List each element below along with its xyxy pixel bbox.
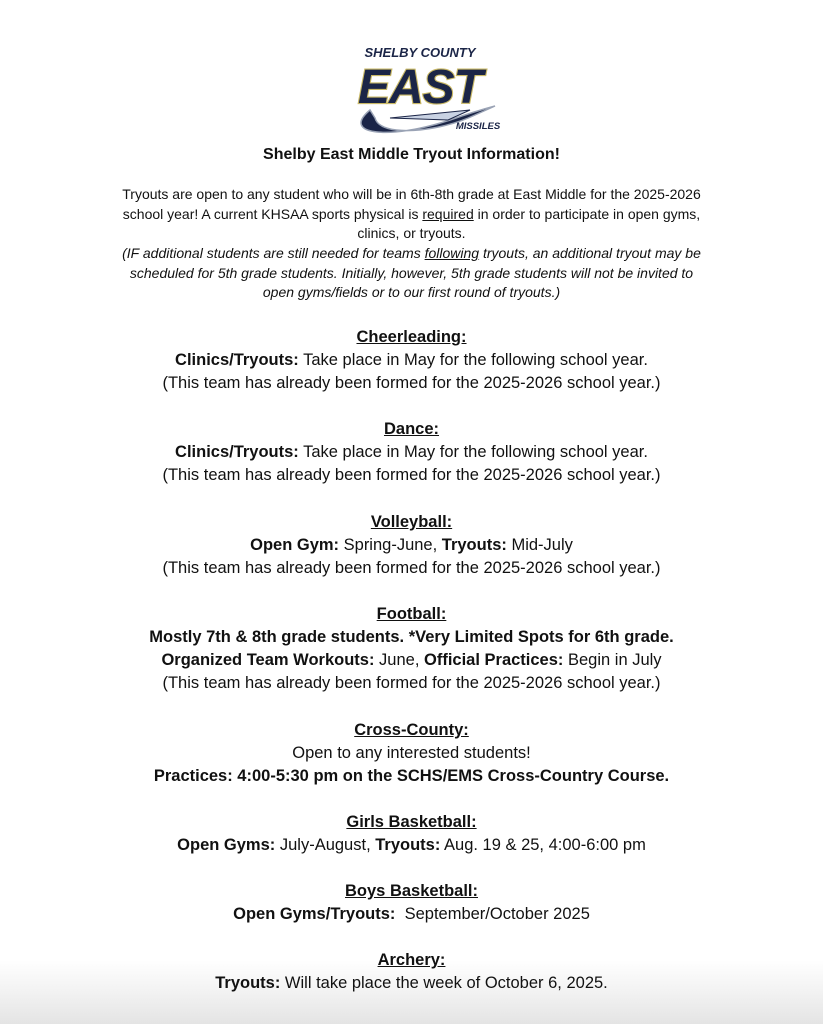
intro-paragraph [0, 185, 823, 244]
section-heading: Football: [376, 605, 447, 623]
value: June, [374, 651, 424, 669]
section-heading: Archery: [377, 951, 446, 969]
section-bold-line: Mostly 7th & 8th grade students. *Very Limited Spots for 6th grade. [149, 628, 674, 646]
value: Begin in July [563, 651, 662, 669]
logo-bottom-text: MISSILES [455, 121, 501, 132]
label: Tryouts: [215, 974, 281, 992]
italic-text: tryouts, an additional tryout may be [479, 245, 701, 261]
required-underlined: required [422, 205, 474, 222]
section-heading: Cross-County: [354, 721, 469, 739]
section-heading: Cheerleading: [356, 328, 467, 346]
section-football [0, 603, 823, 695]
section-heading: Boys Basketball: [345, 882, 478, 900]
section-heading: Volleyball: [370, 513, 453, 531]
section-heading: Dance: [383, 420, 440, 438]
italic-line: open gyms/fields or to our first round of tryouts.) [262, 284, 561, 300]
logo-top-text: SHELBY COUNTY [364, 45, 476, 60]
label: Open Gyms: [177, 836, 276, 854]
intro-line: Tryouts are open to any student who will be in 6th-8th grade at East Middle for the 2025-2026 [122, 186, 701, 202]
label: Open Gym: [250, 536, 340, 554]
value: Take place in May for the following school year. [298, 443, 648, 461]
section-line [0, 649, 823, 672]
section-line: Open to any interested students! [292, 744, 531, 762]
section-archery [0, 949, 823, 995]
section-line [0, 972, 823, 995]
section-note: (This team has already been formed for the 2025-2026 school year.) [162, 466, 661, 484]
section-line [0, 441, 823, 464]
section-line [0, 834, 823, 857]
section-note: (This team has already been formed for the 2025-2026 school year.) [162, 374, 661, 392]
logo-main-text: EAST [357, 61, 483, 114]
section-dance [0, 418, 823, 487]
value: Aug. 19 & 25, 4:00-6:00 pm [440, 836, 646, 854]
label: Official Practices: [424, 651, 564, 669]
value: July-August, [275, 836, 376, 854]
following-underlined: following [424, 245, 480, 261]
italic-line [0, 244, 823, 264]
section-heading: Girls Basketball: [346, 813, 477, 831]
value: Mid-July [506, 536, 573, 554]
section-cheerleading [0, 326, 823, 395]
value: Will take place the week of October 6, 2025. [280, 974, 608, 992]
intro-line: clinics, or tryouts. [357, 225, 466, 241]
label: Tryouts: [441, 536, 507, 554]
italic-text: (IF additional students are still needed for teams [122, 245, 425, 261]
intro-text: school year! A current KHSAA sports physical is [122, 205, 423, 222]
intro-text: in order to participate in open gyms, [473, 205, 701, 222]
label: Clinics/Tryouts: [175, 351, 299, 369]
section-boys-basketball [0, 880, 823, 926]
section-line [0, 903, 823, 926]
section-note: (This team has already been formed for the 2025-2026 school year.) [162, 559, 661, 577]
value: Spring-June, [339, 536, 442, 554]
section-cross-country [0, 719, 823, 788]
italic-line: scheduled for 5th grade students. Initially, however, 5th grade students will not be invited to [129, 264, 694, 281]
label: Organized Team Workouts: [161, 651, 375, 669]
section-line [0, 349, 823, 372]
section-volleyball [0, 511, 823, 580]
page-title: Shelby East Middle Tryout Information! [263, 146, 560, 163]
section-girls-basketball [0, 811, 823, 857]
intro-italic-note [0, 244, 823, 303]
section-bold-line: Practices: 4:00-5:30 pm on the SCHS/EMS Cross-Country Course. [153, 767, 670, 785]
value: September/October 2025 [395, 905, 590, 923]
label: Clinics/Tryouts: [175, 443, 299, 461]
label: Open Gyms/Tryouts: [233, 905, 396, 923]
section-line [0, 534, 823, 557]
shelby-county-east-missiles-logo [330, 40, 510, 135]
label: Tryouts: [375, 836, 441, 854]
section-note: (This team has already been formed for the 2025-2026 school year.) [162, 674, 661, 692]
value: Take place in May for the following school year. [298, 351, 648, 369]
intro-line [0, 205, 823, 225]
